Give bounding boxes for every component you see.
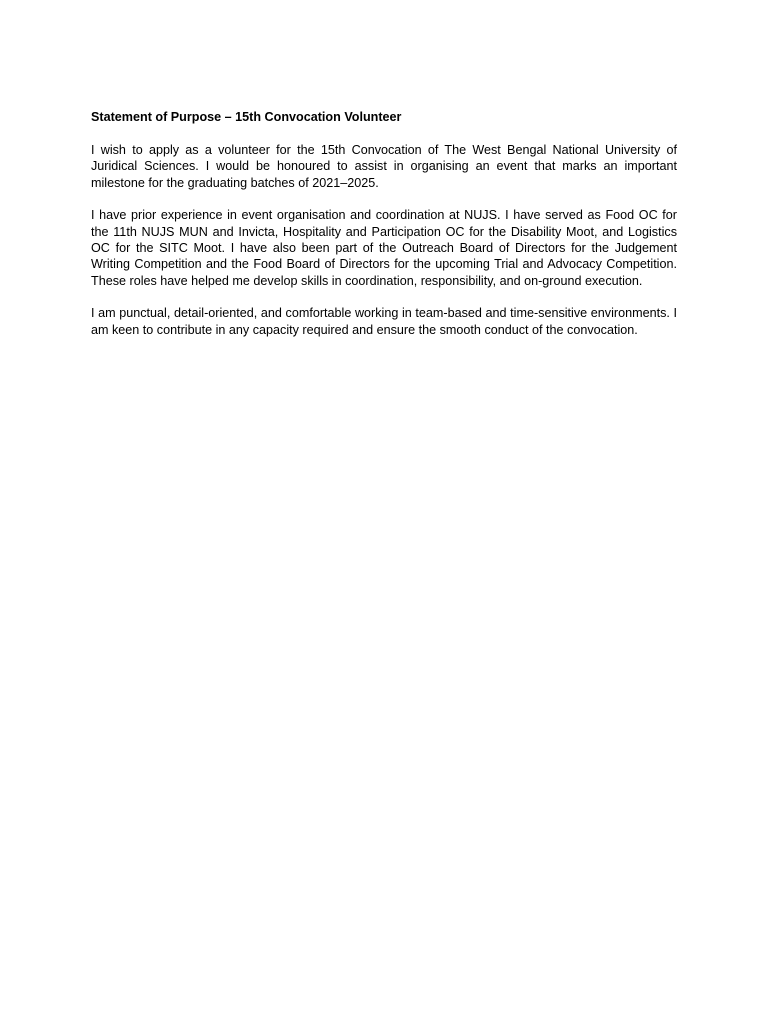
document-page xyxy=(91,109,677,354)
paragraph-qualities: I am punctual, detail-oriented, and comfortable working in team-based and time-sensitive environments. I am keen to contribute in any capacity required and ensure the smooth conduct of the convocation. xyxy=(91,306,677,337)
document-title: Statement of Purpose – 15th Convocation Volunteer xyxy=(91,110,402,124)
paragraph-experience: I have prior experience in event organisation and coordination at NUJS. I have served as Food OC for the 11th NUJS MUN and Invicta, Hospitality and Participation OC for the Disability Moot, and Logistics OC for the SITC Moot. I have also been part of the Outreach Board of Directors for the Judgement Writing Competition and the Food Board of Directors for the upcoming Trial and Advocacy Competition. These roles have helped me develop skills in coordination, responsibility, and on-ground execution. xyxy=(91,208,677,288)
paragraph-intro: I wish to apply as a volunteer for the 15th Convocation of The West Bengal National University of Juridical Sciences. I would be honoured to assist in organising an event that marks an important milestone for the graduating batches of 2021–2025. xyxy=(91,143,677,190)
